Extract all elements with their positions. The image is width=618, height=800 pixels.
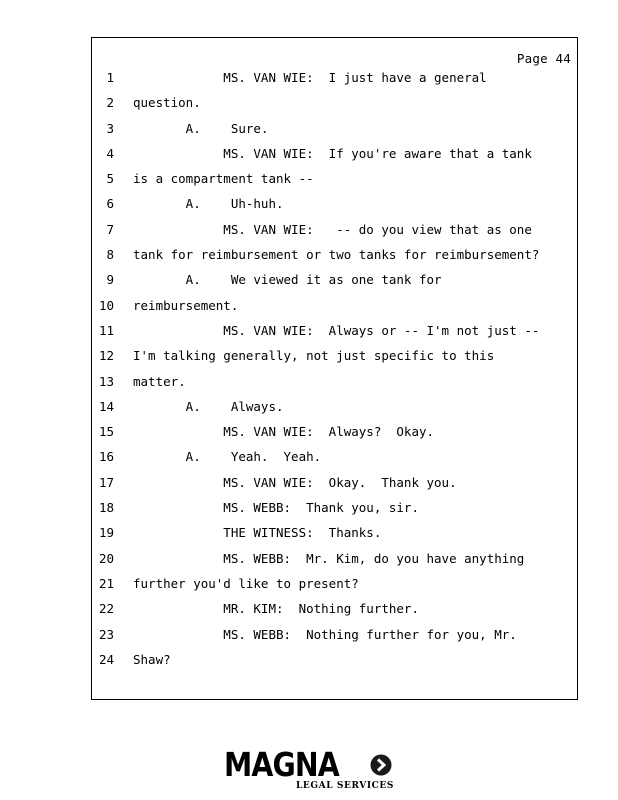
- transcript-line: [92, 272, 577, 297]
- transcript-line: [92, 222, 577, 247]
- line-number: 8: [106, 247, 114, 263]
- transcript-page: [91, 37, 578, 700]
- transcript-line: [92, 146, 577, 171]
- line-number: 11: [98, 322, 114, 338]
- chevron-right-circle-icon: [370, 754, 392, 776]
- transcript-line: [92, 576, 577, 601]
- transcript-line: [92, 323, 577, 348]
- transcript-line: [92, 500, 577, 525]
- transcript-line: [92, 449, 577, 474]
- line-number: 17: [98, 474, 114, 490]
- line-text: A. Uh-huh.: [133, 196, 284, 212]
- line-text: MS. VAN WIE: I just have a general: [133, 70, 487, 85]
- transcript-line: [92, 525, 577, 550]
- line-number: 1: [106, 70, 114, 85]
- line-number: 2: [106, 95, 114, 111]
- line-number: 23: [98, 626, 114, 642]
- line-text: is a compartment tank --: [133, 171, 314, 187]
- line-text: MS. VAN WIE: If you're aware that a tank: [133, 145, 532, 161]
- line-number: 18: [98, 500, 114, 516]
- line-number: 22: [98, 601, 114, 617]
- line-number: 10: [98, 297, 114, 313]
- line-text: A. Always.: [133, 398, 284, 414]
- line-text: THE WITNESS: Thanks.: [133, 525, 382, 541]
- transcript-line: [92, 627, 577, 652]
- transcript-lines: [92, 70, 577, 677]
- logo-wordmark: MAGNA: [224, 745, 339, 784]
- line-number: 4: [106, 145, 114, 161]
- line-number: 9: [106, 272, 114, 288]
- line-text: A. Sure.: [133, 120, 269, 136]
- line-text: matter.: [133, 373, 186, 389]
- line-text: question.: [133, 95, 201, 111]
- line-number: 13: [98, 373, 114, 389]
- line-number: 20: [98, 550, 114, 566]
- transcript-line: [92, 475, 577, 500]
- line-text: I'm talking generally, not just specific to this: [133, 348, 495, 364]
- line-text: Shaw?: [133, 651, 171, 667]
- transcript-line: [92, 247, 577, 272]
- transcript-line: [92, 121, 577, 146]
- page-number: Page 44: [516, 51, 571, 66]
- line-number: 24: [98, 651, 114, 667]
- magna-logo: [224, 745, 394, 793]
- logo-tagline: LEGAL SERVICES: [296, 781, 394, 791]
- line-text: A. We viewed it as one tank for: [133, 272, 442, 288]
- line-text: MS. WEBB: Mr. Kim, do you have anything: [133, 550, 525, 566]
- line-number: 16: [98, 449, 114, 465]
- transcript-line: [92, 601, 577, 626]
- line-text: MS. VAN WIE: Always or -- I'm not just --: [133, 322, 540, 338]
- line-number: 3: [106, 120, 114, 136]
- line-number: 5: [106, 171, 114, 187]
- line-number: 14: [98, 398, 114, 414]
- line-text: MR. KIM: Nothing further.: [133, 601, 419, 617]
- line-text: MS. VAN WIE: -- do you view that as one: [133, 221, 532, 237]
- transcript-line: [92, 424, 577, 449]
- line-number: 7: [106, 221, 114, 237]
- transcript-line: [92, 374, 577, 399]
- transcript-line: [92, 196, 577, 221]
- line-text: tank for reimbursement or two tanks for reimbursement?: [133, 247, 540, 263]
- transcript-line: [92, 399, 577, 424]
- transcript-line: [92, 348, 577, 373]
- line-text: MS. WEBB: Nothing further for you, Mr.: [133, 626, 517, 642]
- line-text: MS. VAN WIE: Always? Okay.: [133, 424, 435, 440]
- line-number: 6: [106, 196, 114, 212]
- line-text: A. Yeah. Yeah.: [133, 449, 322, 465]
- transcript-line: [92, 652, 577, 677]
- line-text: MS. WEBB: Thank you, sir.: [133, 500, 419, 516]
- transcript-line: [92, 551, 577, 576]
- line-text: reimbursement.: [133, 297, 239, 313]
- transcript-line: [92, 70, 577, 95]
- line-number: 12: [98, 348, 114, 364]
- line-number: 21: [98, 575, 114, 591]
- line-text: further you'd like to present?: [133, 575, 359, 591]
- transcript-line: [92, 171, 577, 196]
- line-number: 15: [98, 424, 114, 440]
- line-number: 19: [98, 525, 114, 541]
- line-text: MS. VAN WIE: Okay. Thank you.: [133, 474, 457, 490]
- transcript-line: [92, 95, 577, 120]
- transcript-line: [92, 298, 577, 323]
